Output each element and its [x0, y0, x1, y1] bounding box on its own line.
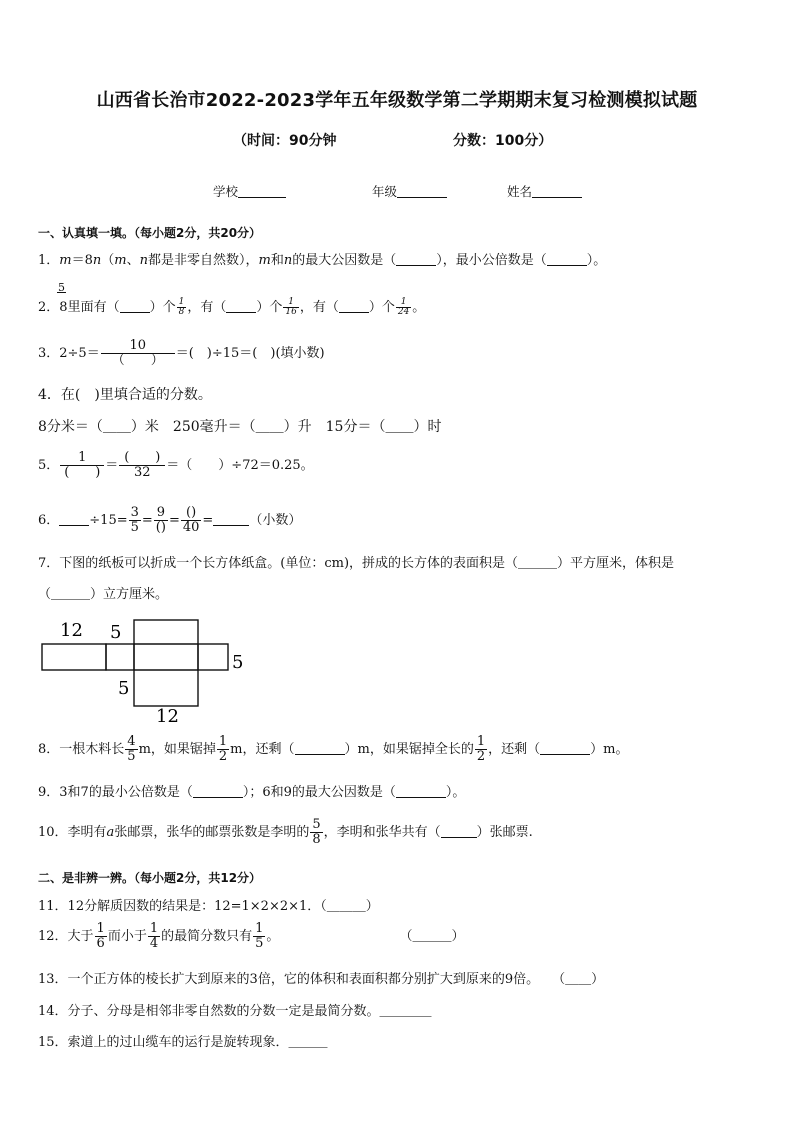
school-label: 学校 [213, 184, 239, 199]
name-label: 姓名 [507, 184, 533, 199]
answer-blank[interactable] [547, 252, 587, 266]
question-10: 10．李明有a张邮票，张华的邮票张数是李明的 $\frac{5}{8}$ ，李明和张华共有（ ）张邮票. [38, 817, 533, 847]
question-3: 3．2÷5＝ $\frac{10}{( )}$ ＝( )÷15＝( )(填小数) [38, 338, 325, 368]
section-1-heading: 一、认真填一填。（每小题2分，共20分） [38, 226, 262, 240]
dim-label: 12 [60, 620, 83, 641]
question-4: 4．在( )里填合适的分数。 [38, 387, 212, 403]
grade-label: 年级 [372, 184, 398, 199]
question-8: 8．一根木料长 $\frac{4}{5}$ m，如果锯掉 $\frac{1}{2}$ m，还剩（ ）m，如果锯掉全长的 $\frac{1}{2}$ ，还剩（ ）m。 [38, 734, 629, 764]
question-7: 7．下图的纸板可以折成一个长方体纸盒。(单位：cm)，拼成的长方体的表面积是（＿＿＿）平方厘米，体积是 [38, 556, 675, 571]
answer-blank[interactable] [120, 299, 150, 313]
answer-blank[interactable] [540, 741, 590, 755]
fraction-bar [57, 292, 66, 293]
question-13: 13．一个正方体的棱长扩大到原来的3倍，它的体积和表面积都分别扩大到原来的9倍。 （＿＿） [38, 972, 605, 987]
school-field[interactable] [213, 182, 286, 200]
question-2: 2．8里面有（ ）个 $\frac{1}{8}$ ，有（ ）个 $\frac{1}{16}$ ，有（ ）个 $\frac{1}{24}$ 。 [38, 297, 426, 317]
answer-blank[interactable] [193, 784, 243, 798]
answer-blank[interactable] [295, 741, 345, 755]
question-4-units: 8分米＝（＿＿）米 250毫升＝（＿＿）升 15分＝（＿＿）时 [38, 419, 442, 435]
question-2-numerator: 5 [58, 281, 65, 294]
question-5: 5． $\frac{1}{( )}$ ＝ $\frac{( )}{32}$ ＝（ ）÷72＝0.25。 [38, 450, 314, 480]
answer-blank[interactable] [396, 252, 436, 266]
dim-label: 5 [232, 652, 244, 673]
grade-field[interactable] [372, 182, 447, 200]
question-14: 14．分子、分母是相邻非零自然数的分数一定是最简分数。＿＿＿＿ [38, 1004, 432, 1019]
answer-blank[interactable] [441, 824, 477, 838]
question-15: 15．索道上的过山缆车的运行是旋转现象．＿＿＿ [38, 1035, 328, 1050]
exam-time: （时间：90分钟 [233, 133, 337, 149]
question-11: 11．12分解质因数的结果是：12=1×2×2×1．（＿＿＿） [38, 899, 379, 914]
question-12: 12．大于 $\frac{1}{6}$ 而小于 $\frac{1}{4}$ 的最简分数只有 $\frac{1}{5}$ 。 （＿＿＿） [38, 921, 465, 951]
answer-blank[interactable] [226, 299, 256, 313]
question-1: 1．m＝8n（m、n都是非零自然数），m和n的最大公因数是（ ），最小公倍数是（ ）。 [38, 253, 607, 268]
section-2-heading: 二、是非辨一辨。（每小题2分，共12分） [38, 871, 262, 885]
answer-blank[interactable] [59, 512, 89, 526]
question-6: 6． ÷15= $\frac{3}{5}$ = $\frac{9}{()}$ = $\frac{()}{40}$ = （小数） [38, 505, 302, 535]
answer-blank[interactable] [213, 512, 249, 526]
box-net-figure [38, 612, 258, 728]
dim-label: 5 [118, 678, 130, 699]
dim-label: 12 [156, 706, 179, 727]
question-7-cont: （＿＿＿）立方厘米。 [38, 587, 169, 602]
page-title: 山西省长治市2022-2023学年五年级数学第二学期期末复习检测模拟试题 [96, 90, 698, 111]
question-9: 9．3和7的最小公倍数是（ ）；6和9的最大公因数是（ ）。 [38, 785, 466, 800]
answer-blank[interactable] [339, 299, 369, 313]
dim-label: 5 [110, 622, 122, 643]
name-field[interactable] [507, 182, 582, 200]
exam-score: 分数：100分） [453, 133, 553, 149]
answer-blank[interactable] [396, 784, 446, 798]
